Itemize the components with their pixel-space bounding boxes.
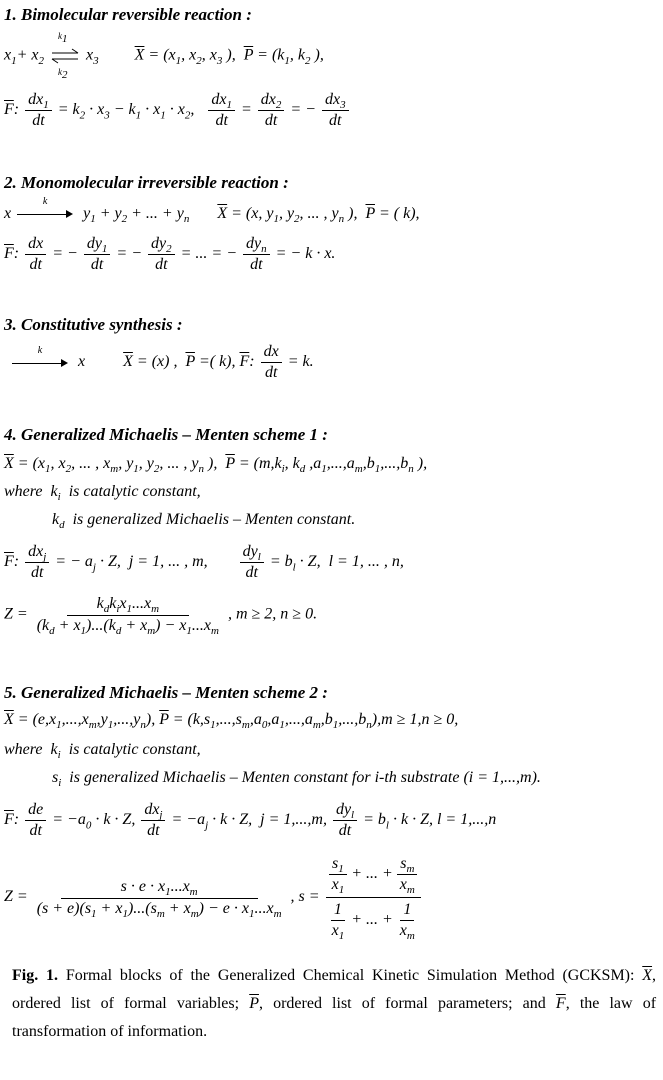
figure-caption [12,962,656,1046]
section-4-z-formula: Z = $\frac{k_dk_ix_1...x_m}{(k_d + x_1)...(k_d + x_m) - x_1...x_m}$ , m ≥ 2, n ≥ 0. [4,595,318,638]
caption-symbol-p: $\overline{P}$ [249,995,259,1012]
section-5-heading: 5. Generalized Michaelis – Menten scheme 2 : [4,683,328,702]
section-5-where-ki: where $k_i$ is catalytic constant, [4,741,201,762]
section-2-law: $\overline{F}$: $\frac{dx}{dt}$ = − $\frac{dy_1}{dt}$ = − $\frac{dy_2}{dt}$ = ... = − $\frac{dy_n}{dt}$ = − k · x. [4,235,336,273]
caption-symbol-f: $\overline{F}$ [555,995,566,1012]
forward-arrow-icon: k [12,356,68,370]
caption-label: Fig. 1. [12,967,59,984]
section-4-law: $\overline{F}$: $\frac{dx_j}{dt}$ = − $a_j \cdot Z$, j = 1, ... , m, $\frac{dy_l}{dt}$ = $b_l \cdot Z$, l = 1, ... , n, [4,543,404,581]
section-5-variables: $\overline{X} = (e,x_1,...,x_m,y_1,...,y_n)$, $\overline{P} = (k,s_1,...,s_m,a_0,a_1,...,a_m,b_1,...,b_n),m \ge 1,n \ge 0$, [4,711,459,732]
section-4-where-kd: $k_d$ is generalized Michaelis – Menten constant. [52,511,356,532]
section-4-variables: $\overline{X} = (x_1$, $x_2$, ... , $x_m$, $y_1$, $y_2$, ... , $y_n$ ), $\overline{P} = (m,k_i$, $k_d$ $,a_1,...,a_m,b_1,...,b_n$ ), [4,455,428,476]
section-5-law: $\overline{F}$: $\frac{de}{dt}$ = $-a_0 \cdot k \cdot Z$, $\frac{dx_j}{dt}$ = $-a_j \cdot k \cdot Z$, j = 1,...,m, $\frac{dy_l}{dt}$ = $b_l \cdot k \cdot Z$, l = 1,...,n [4,801,497,839]
section-4-heading: 4. Generalized Michaelis – Menten scheme 1 : [4,425,328,444]
section-2-equation: x k $y_1 + y_2$ + ... + $y_n$ $\overline{X} = (x$, $y_1$, $y_2$, ... , $y_n$ ), $\overline{P}$ = ( k), [4,196,420,226]
section-5-where-si: $s_i$ is generalized Michaelis – Menten constant for i-th substrate (i = 1,...,m). [52,769,541,790]
caption-symbol-x: $\overline{X}$ [642,967,653,984]
caption-text-2: , ordered list of formal variables; [12,967,657,1012]
reversible-arrow-icon: $k_1$ $k_2$ [50,46,80,66]
forward-arrow-icon: k [17,207,73,221]
section-5-z-formula: Z = $\frac{s \cdot e \cdot x_1...x_m}{(s + e)(s_1 + x_1)...(s_m + x_m) - e \cdot x_1...x_m}$ , s = $\frac{s_1}{x_1}$ + ... + $\frac{s_m}{x_m}$ $\frac{1}{x_1}$ + ... + $\frac{1}{x_m}$ [4,856,423,939]
caption-text-4: , the law of transformation of information. [12,995,657,1040]
section-1-equation: $x_1+ x_2$ $k_1$ $k_2$ $x_3$ $\overline{X} = (x_1$, $x_2$, $x_3$ ), $\overline{P} = (k_1$, $k_2$ ), [4,31,324,81]
section-3-equation: k x $\overline{X} = (x)$ , $\overline{P}$ =( k), $\overline{F}$: $\frac{dx}{dt}$ = k. [6,344,314,381]
section-4-where-ki: where $k_i$ is catalytic constant, [4,483,201,504]
section-3-heading: 3. Constitutive synthesis : [4,315,183,334]
caption-text-3: , ordered list of formal parameters; and [258,995,546,1012]
section-1-heading: 1. Bimolecular reversible reaction : [4,5,252,24]
section-2-heading: 2. Monomolecular irreversible reaction : [4,173,289,192]
section-1-law: $\overline{F}$: $\frac{dx_1}{dt}$ = $k_2 \cdot x_3 - k_1 \cdot x_1 \cdot x_2$, $\frac{dx_1}{dt}$ = $\frac{dx_2}{dt}$ = − $\frac{dx_3}{dt}$ [4,92,351,129]
caption-text-1: Formal blocks of the Generalized Chemical Kinetic Simulation Method (GCKSM): [65,967,635,984]
